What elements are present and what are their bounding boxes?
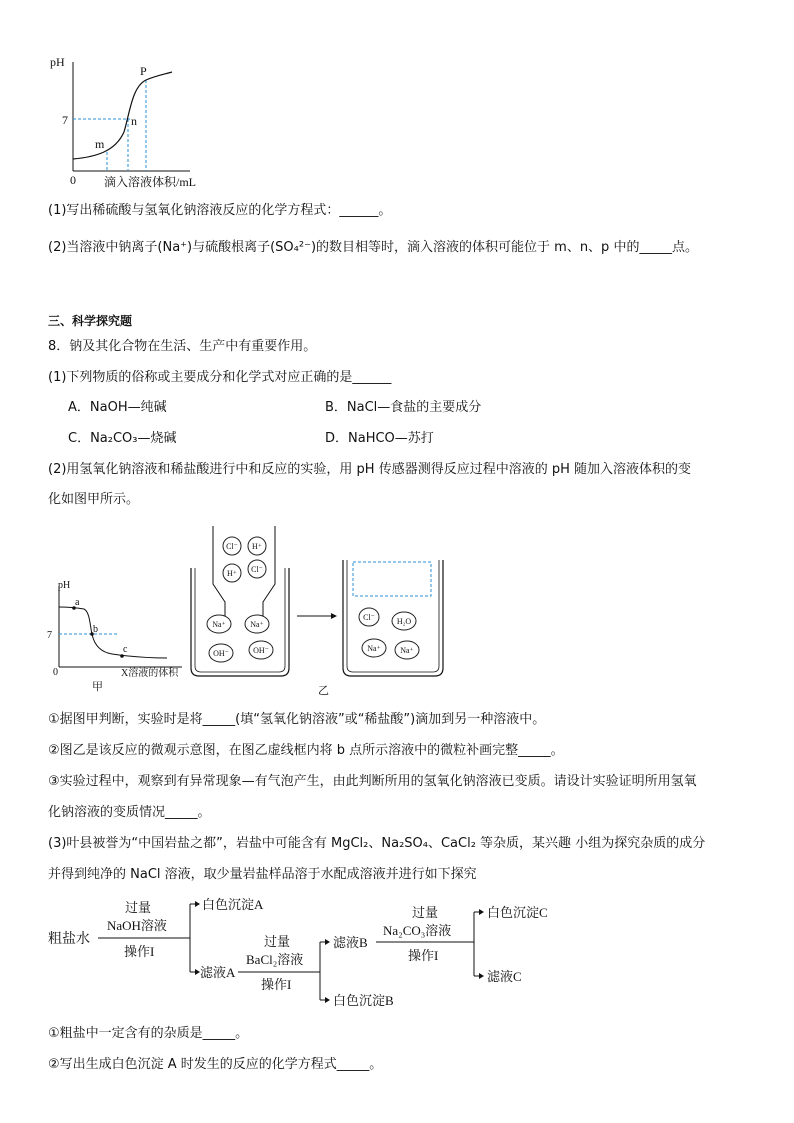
q8-sub1: ①据图甲判断，实验时是将_____(填“氢氧化钠溶液”或“稀盐酸”)滴加到另一种溶液中。: [48, 712, 546, 727]
chart2-xlabel: X溶液的体积: [121, 668, 179, 679]
chart2-origin: 0: [53, 667, 58, 678]
right-ion-3: Na⁺: [367, 644, 381, 653]
q8-part2-line1: (2)用氢氧化钠溶液和稀盐酸进行中和反应的实验，用 pH 传感器测得反应过程中溶液的 pH 随加入溶液体积的变: [48, 462, 691, 477]
flow-step3-top1: 过量: [412, 905, 439, 920]
flow-step1-top2: NaOH溶液: [107, 918, 167, 933]
q8-option-d: D．NaHCO—苏打: [325, 431, 434, 446]
flow-step1-top1: 过量: [125, 900, 152, 915]
flow-start: 粗盐水: [48, 932, 90, 947]
flow-filt-a: 滤液A: [200, 965, 236, 980]
flow-arrow-2-top: [325, 939, 330, 945]
dropper-ion-1: Cl⁻: [226, 542, 238, 551]
beaker-caption: 乙: [318, 685, 329, 697]
flow-prec-c: 白色沉淀C: [487, 905, 548, 920]
section-title: 三、科学探究题: [48, 314, 133, 328]
chart1-point-n: n: [131, 114, 137, 128]
flow-step1-bottom: 操作I: [124, 944, 155, 959]
chart2-point-c: c: [123, 644, 128, 655]
chart2-point-a: a: [75, 597, 80, 608]
q8-part3-line2: 并得到纯净的 NaCl 溶液，取少量岩盐样品溶于水配成溶液并进行如下探究: [48, 867, 477, 882]
q8-option-b: B．NaCl—食盐的主要成分: [325, 400, 482, 415]
right-ion-1: Cl⁻: [363, 613, 375, 622]
right-ion-2: H₂O: [396, 617, 412, 626]
q8-part1: (1)下列物质的俗称或主要成分和化学式对应正确的是______: [48, 370, 392, 385]
flow-arrow-1-top: [195, 901, 200, 907]
right-ion-4: Na⁺: [400, 646, 414, 655]
chart1-y7: 7: [62, 113, 68, 127]
dropper-ion-3: H⁺: [227, 569, 237, 578]
q8-option-a: A．NaOH—纯碱: [68, 400, 167, 415]
chart2-curve: [59, 607, 167, 658]
beaker-diagram-yi: [185, 520, 455, 698]
q8-option-c: C．Na₂CO₃—烧碱: [68, 431, 177, 446]
flow-arrow-2-bottom: [325, 997, 330, 1003]
q8-part3-sub2: ②写出生成白色沉淀 A 时发生的反应的化学方程式_____。: [48, 1057, 383, 1072]
chart1-curve: [73, 72, 172, 159]
dashed-answer-box: [353, 562, 431, 596]
salt-purification-flow: [40, 890, 600, 1015]
dropper-ion-4: Cl⁻: [251, 565, 263, 574]
left-ion-2: Na⁺: [250, 620, 264, 629]
q8-part2-line2: 化如图甲所示。: [48, 492, 140, 507]
q8-part3-sub1: ①粗盐中一定含有的杂质是_____。: [48, 1026, 249, 1041]
chart2-y7: 7: [47, 630, 52, 641]
flow-step2-bottom: 操作I: [261, 977, 292, 992]
q7-part1: (1)写出稀硫酸与氢氧化钠溶液反应的化学方程式：______。: [48, 203, 392, 218]
flow-step3-bottom: 操作I: [408, 948, 439, 963]
ph-curve-chart-jia: [42, 574, 192, 696]
q8-sub3-line1: ③实验过程中，观察到有异常现象—有气泡产生，由此判断所用的氢氧化钠溶液已变质。请设计实验证明所用氢氧: [48, 774, 697, 789]
chart1-xlabel: 滴入溶液体积/mL: [104, 175, 196, 189]
q8-sub3-line2: 化钠溶液的变质情况_____。: [48, 805, 211, 820]
chart1-point-m: m: [95, 137, 105, 151]
flow-arrow-3-bottom: [479, 973, 484, 979]
dropper-ion-2: H⁺: [252, 542, 262, 551]
chart2-caption: 甲: [92, 681, 103, 693]
left-ion-3: OH⁻: [213, 649, 229, 658]
flow-prec-b: 白色沉淀B: [333, 993, 394, 1008]
flow-step3-top2: Na₂CO₃溶液: [383, 923, 452, 938]
q7-part2: (2)当溶液中钠离子(Na⁺)与硫酸根离子(SO₄²⁻)的数目相等时，滴入溶液的体积可能位于 m、n、p 中的_____点。: [48, 240, 698, 255]
flow-prec-a: 白色沉淀A: [202, 897, 264, 912]
flow-step2-top2: BaCl₂溶液: [246, 952, 304, 967]
ph-curve-chart-1: [40, 52, 230, 192]
chart2-ylabel: pH: [58, 580, 71, 591]
flow-filt-c: 滤液C: [487, 969, 522, 984]
flow-filt-b: 滤液B: [333, 935, 368, 950]
chart1-ylabel: pH: [50, 55, 65, 69]
left-ion-1: Na⁺: [212, 620, 226, 629]
chart1-origin: 0: [70, 173, 76, 187]
q8-sub2: ②图乙是该反应的微观示意图，在图乙虚线框内将 b 点所示溶液中的微粒补画完整_____。: [48, 743, 564, 758]
chart2-point-b: b: [93, 624, 98, 635]
reaction-arrow-head: [331, 613, 337, 619]
flow-step2-top1: 过量: [264, 934, 291, 949]
q8-intro: 8．钠及其化合物在生活、生产中有重要作用。: [48, 339, 317, 354]
flow-arrow-3-top: [479, 909, 484, 915]
chart1-point-p: P: [140, 64, 147, 78]
left-ion-4: OH⁻: [253, 646, 269, 655]
q8-part3-line1: (3)叶县被誉为“中国岩盐之都”，岩盐中可能含有 MgCl₂、Na₂SO₄、CaCl₂ 等杂质，某兴趣 小组为探究杂质的成分: [48, 836, 706, 851]
